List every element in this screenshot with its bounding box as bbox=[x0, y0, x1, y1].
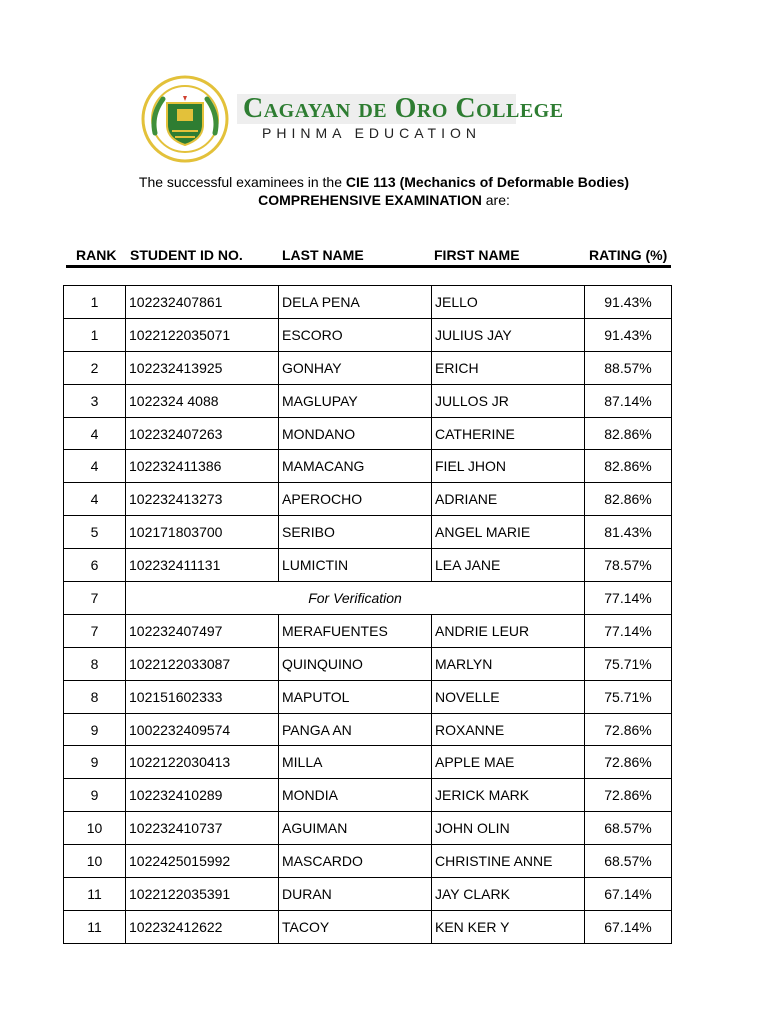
student-id-cell: 102232407861 bbox=[126, 286, 279, 319]
student-id-cell: 102232407497 bbox=[126, 614, 279, 647]
first-name-cell: JULLOS JR bbox=[432, 384, 585, 417]
intro-line-1 bbox=[0, 173, 768, 191]
college-name: Cagayan de Oro College bbox=[237, 94, 516, 124]
rank-cell: 4 bbox=[64, 417, 126, 450]
rating-cell: 75.71% bbox=[585, 647, 672, 680]
student-id-cell: 102232410737 bbox=[126, 812, 279, 845]
rating-cell: 67.14% bbox=[585, 878, 672, 911]
last-name-cell: MAMACANG bbox=[279, 450, 432, 483]
intro-prefix: The successful examinees in the bbox=[138, 174, 346, 190]
last-name-cell: GONHAY bbox=[279, 351, 432, 384]
header-last-name: LAST NAME bbox=[282, 247, 364, 263]
table-row bbox=[64, 582, 672, 615]
header-rating: RATING (%) bbox=[589, 247, 668, 263]
college-subtitle: PHINMA EDUCATION bbox=[262, 125, 481, 141]
last-name-cell: TACOY bbox=[279, 910, 432, 943]
table-row bbox=[64, 614, 672, 647]
student-id-cell: 1022425015992 bbox=[126, 845, 279, 878]
rating-cell: 82.86% bbox=[585, 450, 672, 483]
rating-cell: 81.43% bbox=[585, 516, 672, 549]
table-row bbox=[64, 384, 672, 417]
table-row bbox=[64, 286, 672, 319]
first-name-cell: JOHN OLIN bbox=[432, 812, 585, 845]
table-row bbox=[64, 647, 672, 680]
last-name-cell: MERAFUENTES bbox=[279, 614, 432, 647]
rating-cell: 78.57% bbox=[585, 549, 672, 582]
rank-cell: 10 bbox=[64, 845, 126, 878]
last-name-cell: APEROCHO bbox=[279, 483, 432, 516]
student-id-cell: 102151602333 bbox=[126, 680, 279, 713]
table-row bbox=[64, 713, 672, 746]
last-name-cell: MONDIA bbox=[279, 779, 432, 812]
rating-cell: 82.86% bbox=[585, 483, 672, 516]
verification-note-cell: For Verification bbox=[126, 582, 585, 615]
rating-cell: 72.86% bbox=[585, 779, 672, 812]
rank-cell: 7 bbox=[64, 614, 126, 647]
student-id-cell: 1022122035391 bbox=[126, 878, 279, 911]
first-name-cell: FIEL JHON bbox=[432, 450, 585, 483]
student-id-cell: 1002232409574 bbox=[126, 713, 279, 746]
first-name-cell: CATHERINE bbox=[432, 417, 585, 450]
rank-cell: 2 bbox=[64, 351, 126, 384]
rating-cell: 68.57% bbox=[585, 812, 672, 845]
first-name-cell: KEN KER Y bbox=[432, 910, 585, 943]
first-name-cell: JULIUS JAY bbox=[432, 318, 585, 351]
rank-cell: 9 bbox=[64, 746, 126, 779]
rating-cell: 75.71% bbox=[585, 680, 672, 713]
rank-cell: 9 bbox=[64, 779, 126, 812]
rank-cell: 1 bbox=[64, 318, 126, 351]
first-name-cell: ANDRIE LEUR bbox=[432, 614, 585, 647]
student-id-cell: 1022324 4088 bbox=[126, 384, 279, 417]
last-name-cell: DURAN bbox=[279, 878, 432, 911]
last-name-cell: ESCORO bbox=[279, 318, 432, 351]
intro-suffix: are: bbox=[481, 192, 510, 208]
rating-cell: 88.57% bbox=[585, 351, 672, 384]
last-name-cell: DELA PENA bbox=[279, 286, 432, 319]
table-row bbox=[64, 417, 672, 450]
table-row bbox=[64, 549, 672, 582]
column-headers bbox=[0, 247, 768, 267]
student-id-cell: 1022122033087 bbox=[126, 647, 279, 680]
last-name-cell: MONDANO bbox=[279, 417, 432, 450]
table-row bbox=[64, 516, 672, 549]
last-name-cell: QUINQUINO bbox=[279, 647, 432, 680]
first-name-cell: ANGEL MARIE bbox=[432, 516, 585, 549]
rating-cell: 91.43% bbox=[585, 318, 672, 351]
student-id-cell: 102232413273 bbox=[126, 483, 279, 516]
table-row bbox=[64, 845, 672, 878]
first-name-cell: ADRIANE bbox=[432, 483, 585, 516]
header-rank: RANK bbox=[76, 247, 117, 263]
first-name-cell: JERICK MARK bbox=[432, 779, 585, 812]
header-first-name: FIRST NAME bbox=[434, 247, 520, 263]
table-row bbox=[64, 812, 672, 845]
rating-cell: 77.14% bbox=[585, 614, 672, 647]
table-row bbox=[64, 450, 672, 483]
rating-cell: 87.14% bbox=[585, 384, 672, 417]
exam-title: COMPREHENSIVE EXAMINATION bbox=[258, 192, 482, 208]
first-name-cell: ROXANNE bbox=[432, 713, 585, 746]
rank-cell: 4 bbox=[64, 483, 126, 516]
first-name-cell: LEA JANE bbox=[432, 549, 585, 582]
last-name-cell: PANGA AN bbox=[279, 713, 432, 746]
results-table bbox=[63, 285, 672, 944]
rating-cell: 77.14% bbox=[585, 582, 672, 615]
table-row bbox=[64, 483, 672, 516]
student-id-cell: 102232407263 bbox=[126, 417, 279, 450]
student-id-cell: 102232412622 bbox=[126, 910, 279, 943]
rank-cell: 7 bbox=[64, 582, 126, 615]
last-name-cell: MAPUTOL bbox=[279, 680, 432, 713]
rating-cell: 72.86% bbox=[585, 713, 672, 746]
table-row bbox=[64, 910, 672, 943]
table-row bbox=[64, 351, 672, 384]
student-id-cell: 102232410289 bbox=[126, 779, 279, 812]
first-name-cell: ERICH bbox=[432, 351, 585, 384]
course-title: CIE 113 (Mechanics of Deformable Bodies) bbox=[345, 174, 630, 190]
last-name-cell: MAGLUPAY bbox=[279, 384, 432, 417]
first-name-cell: APPLE MAE bbox=[432, 746, 585, 779]
header-student-id: STUDENT ID NO. bbox=[130, 247, 243, 263]
first-name-cell: JAY CLARK bbox=[432, 878, 585, 911]
rank-cell: 1 bbox=[64, 286, 126, 319]
last-name-cell: MILLA bbox=[279, 746, 432, 779]
last-name-cell: LUMICTIN bbox=[279, 549, 432, 582]
last-name-cell: MASCARDO bbox=[279, 845, 432, 878]
results-body bbox=[64, 286, 672, 944]
student-id-cell: 102232411131 bbox=[126, 549, 279, 582]
student-id-cell: 102232411386 bbox=[126, 450, 279, 483]
table-row bbox=[64, 746, 672, 779]
rating-cell: 91.43% bbox=[585, 286, 672, 319]
rank-cell: 8 bbox=[64, 647, 126, 680]
rank-cell: 4 bbox=[64, 450, 126, 483]
rank-cell: 11 bbox=[64, 878, 126, 911]
rank-cell: 10 bbox=[64, 812, 126, 845]
rank-cell: 5 bbox=[64, 516, 126, 549]
table-row bbox=[64, 878, 672, 911]
student-id-cell: 1022122035071 bbox=[126, 318, 279, 351]
college-seal-logo bbox=[141, 75, 229, 163]
rank-cell: 3 bbox=[64, 384, 126, 417]
table-row bbox=[64, 680, 672, 713]
rating-cell: 82.86% bbox=[585, 417, 672, 450]
first-name-cell: JELLO bbox=[432, 286, 585, 319]
rating-cell: 68.57% bbox=[585, 845, 672, 878]
table-row bbox=[64, 318, 672, 351]
table-row bbox=[64, 779, 672, 812]
rank-cell: 6 bbox=[64, 549, 126, 582]
first-name-cell: CHRISTINE ANNE bbox=[432, 845, 585, 878]
rating-cell: 67.14% bbox=[585, 910, 672, 943]
first-name-cell: MARLYN bbox=[432, 647, 585, 680]
intro-line-2 bbox=[0, 191, 768, 209]
last-name-cell: AGUIMAN bbox=[279, 812, 432, 845]
student-id-cell: 102232413925 bbox=[126, 351, 279, 384]
rank-cell: 8 bbox=[64, 680, 126, 713]
rank-cell: 11 bbox=[64, 910, 126, 943]
student-id-cell: 1022122030413 bbox=[126, 746, 279, 779]
student-id-cell: 102171803700 bbox=[126, 516, 279, 549]
first-name-cell: NOVELLE bbox=[432, 680, 585, 713]
last-name-cell: SERIBO bbox=[279, 516, 432, 549]
header-divider bbox=[66, 265, 671, 268]
rank-cell: 9 bbox=[64, 713, 126, 746]
rating-cell: 72.86% bbox=[585, 746, 672, 779]
